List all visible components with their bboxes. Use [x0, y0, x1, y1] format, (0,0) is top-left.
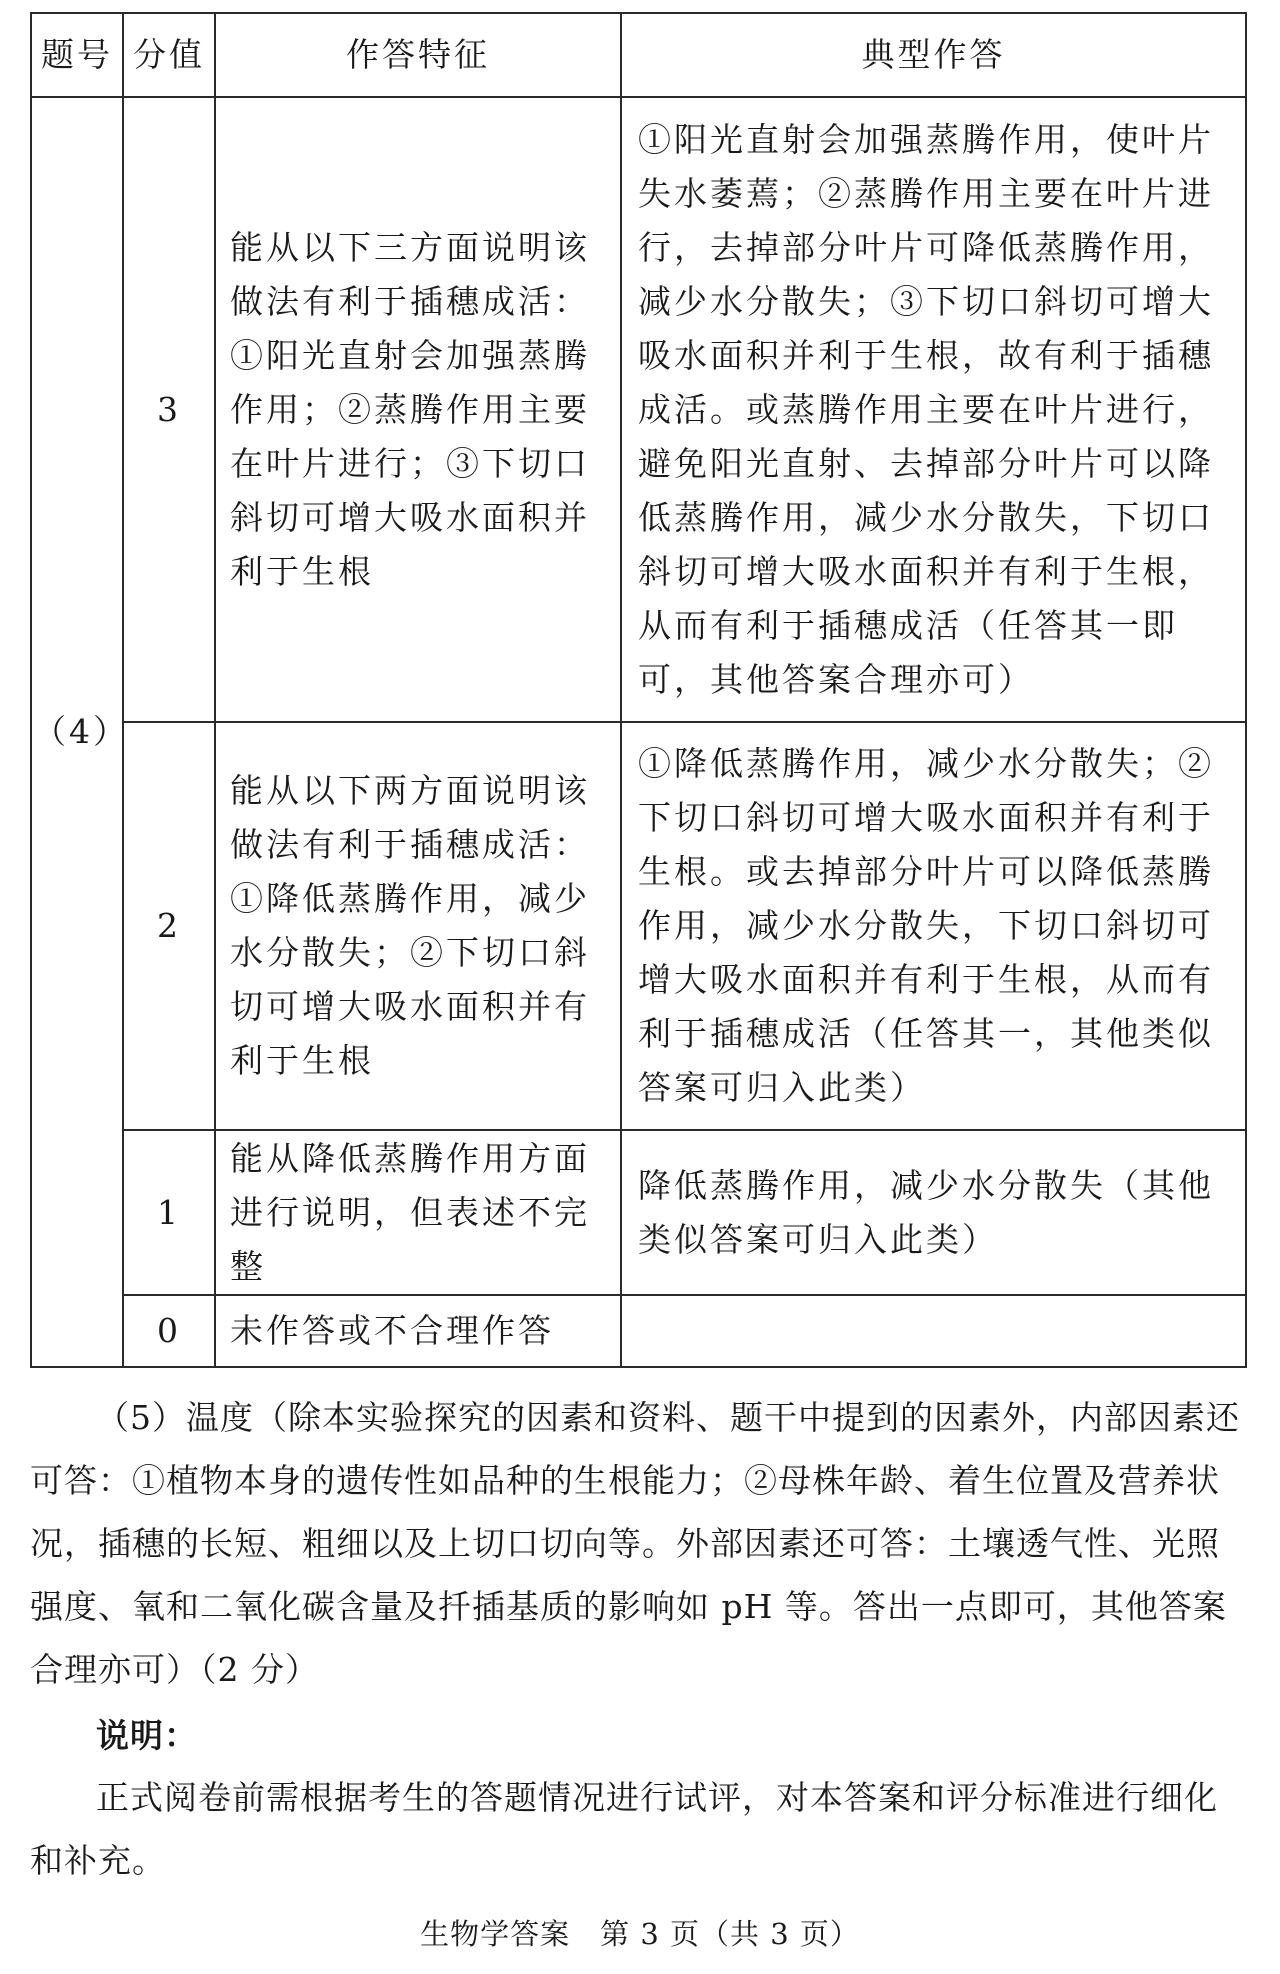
table-row [31, 97, 1246, 722]
score-cell: 0 [123, 1295, 215, 1367]
question-number: （4） [31, 97, 123, 1367]
scoring-table [30, 12, 1247, 1368]
answer-cell: ①阳光直射会加强蒸腾作用，使叶片失水萎蔫；②蒸腾作用主要在叶片进行，去掉部分叶片可降低蒸腾作用，减少水分散失；③下切口斜切可增大吸水面积并利于生根，故有利于插穗成活。或蒸腾作用主要在叶片进行，避免阳光直射、去掉部分叶片可以降低蒸腾作用，减少水分散失，下切口斜切可增大吸水面积并有利于生根，从而有利于插穗成活（任答其一即可，其他答案合理亦可） [621, 97, 1246, 722]
score-cell: 2 [123, 722, 215, 1130]
table-row [31, 722, 1246, 1130]
answer-cell: ①降低蒸腾作用，减少水分散失；②下切口斜切可增大吸水面积并有利于生根。或去掉部分叶片可以降低蒸腾作用，减少水分散失，下切口斜切可增大吸水面积并有利于生根，从而有利于插穗成活（任答其一，其他类似答案可归入此类） [621, 722, 1246, 1130]
note-title: 说明： [96, 1716, 198, 1755]
answer-cell: 降低蒸腾作用，减少水分散失（其他类似答案可归入此类） [621, 1130, 1246, 1295]
feature-cell: 未作答或不合理作答 [215, 1295, 621, 1367]
note-text: 正式阅卷前需根据考生的答题情况进行试评，对本答案和评分标准进行细化和补充。 [30, 1778, 1218, 1880]
table-row [31, 1295, 1246, 1367]
page-footer: 生物学答案 第 3 页（共 3 页） [420, 1917, 860, 1951]
feature-cell: 能从以下三方面说明该做法有利于插穗成活：①阳光直射会加强蒸腾作用；②蒸腾作用主要在叶片进行；③下切口斜切可增大吸水面积并利于生根 [215, 97, 621, 722]
table-header-row [31, 13, 1246, 97]
score-cell: 3 [123, 97, 215, 722]
header-score: 分值 [123, 13, 215, 97]
answer-cell [621, 1295, 1246, 1367]
table-row [31, 1130, 1246, 1295]
header-feature: 作答特征 [215, 13, 621, 97]
header-typical-answer: 典型作答 [621, 13, 1246, 97]
question-5-answer: （5）温度（除本实验探究的因素和资料、题干中提到的因素外，内部因素还可答：①植物本身的遗传性如品种的生根能力；②母株年龄、着生位置及营养状况，插穗的长短、粗细以及上切口切向等。外部因素还可答：土壤透气性、光照强度、氧和二氧化碳含量及扦插基质的影响如 pH 等。答出一点即可，其他答案合理亦可）（2 分） [30, 1398, 1240, 1689]
score-cell: 1 [123, 1130, 215, 1295]
feature-cell: 能从以下两方面说明该做法有利于插穗成活：①降低蒸腾作用，减少水分散失；②下切口斜切可增大吸水面积并有利于生根 [215, 722, 621, 1130]
feature-cell: 能从降低蒸腾作用方面进行说明，但表述不完整 [215, 1130, 621, 1295]
header-question-no: 题号 [31, 13, 123, 97]
